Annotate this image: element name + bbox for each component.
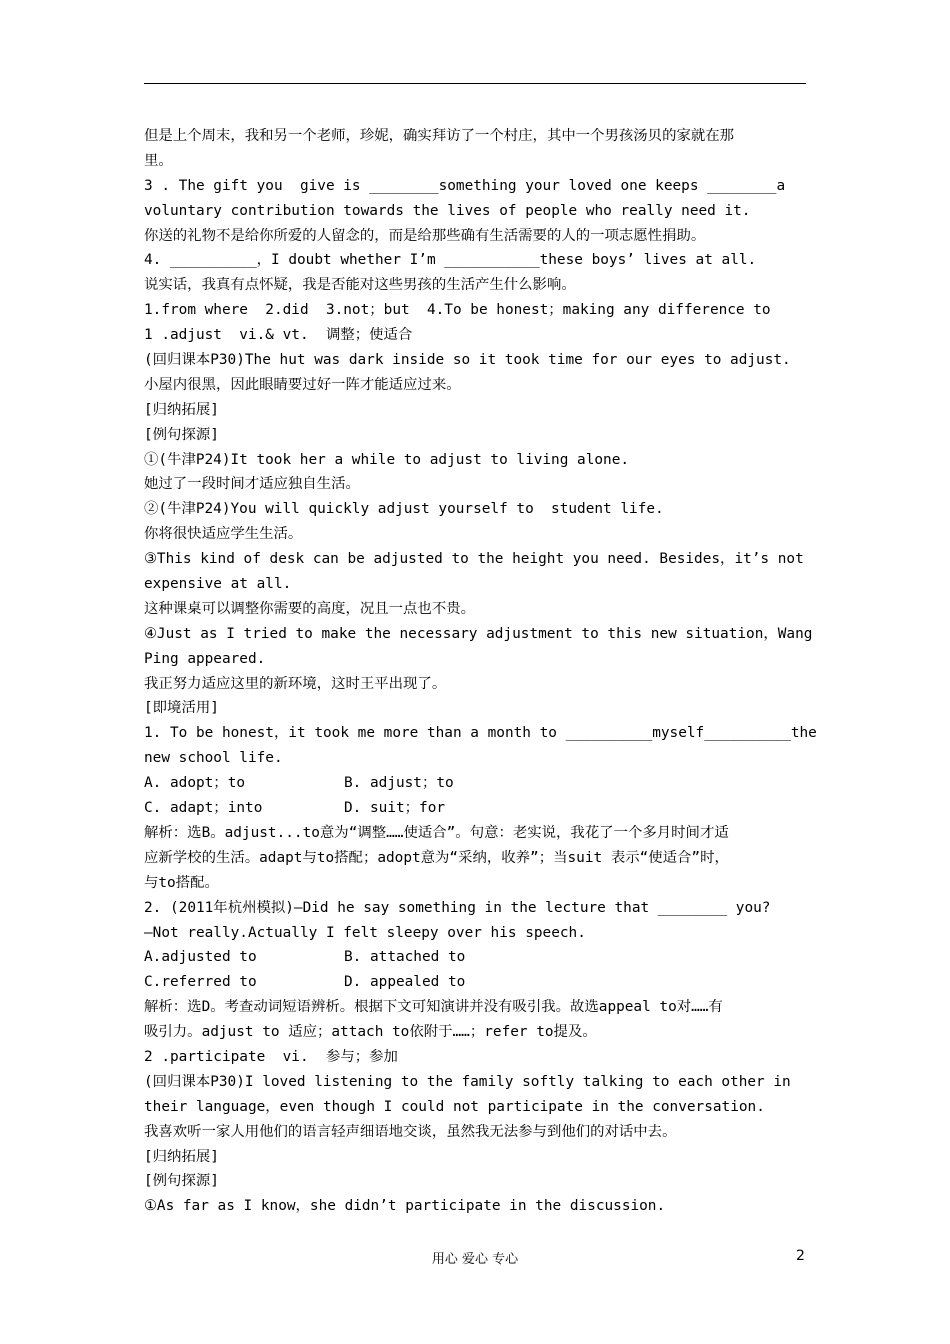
text-line: ③This kind of desk can be adjusted to the height you need. Besides，it’s not	[144, 551, 804, 568]
option-d: D. suit；for	[344, 800, 446, 817]
question-line: 2. (2011年杭州模拟)—Did he say something in the lecture that ________ you?	[144, 899, 771, 916]
option-row	[144, 771, 806, 796]
option-b: B. adjust；to	[344, 775, 454, 792]
analysis-line: 吸引力。adjust to 适应；attach to依附于……；refer to提及。	[144, 1024, 597, 1041]
header-rule	[144, 83, 806, 84]
option-row	[144, 970, 806, 995]
option-a: A.adjusted to	[144, 949, 257, 966]
text-line: ②(牛津P24)You will quickly adjust yourself to student life.	[144, 501, 664, 518]
analysis-line: 解析：选D。考查动词短语辨析。根据下文可知演讲并没有吸引我。故选appeal to对……有	[144, 999, 723, 1016]
question-line: new school life.	[144, 750, 283, 767]
section-label: [即境活用]	[144, 700, 219, 717]
option-a: A. adopt；to	[144, 775, 246, 792]
text-line: 小屋内很黑，因此眼睛要过好一阵才能适应过来。	[144, 376, 461, 393]
text-line: 你将很快适应学生生活。	[144, 526, 303, 543]
option-c: C. adapt；into	[144, 800, 263, 817]
option-b: B. attached to	[344, 949, 466, 966]
text-line: ①As far as I know，she didn’t participate in the discussion.	[144, 1198, 666, 1215]
text-line: voluntary contribution towards the lives of people who really need it.	[144, 202, 751, 219]
text-line: 我喜欢听一家人用他们的语言轻声细语地交谈，虽然我无法参与到他们的对话中去。	[144, 1123, 677, 1140]
text-line: 3 . The gift you give is ________something your loved one keeps ________a	[144, 177, 786, 194]
text-line: 但是上个周末，我和另一个老师，珍妮，确实拜访了一个村庄，其中一个男孩汤贝的家就在那	[144, 128, 735, 144]
document-body	[144, 124, 817, 1219]
analysis-line: 解析：选B。adjust...to意为“调整……使适合”。句意：老实说，我花了一个多月时间才适	[144, 824, 729, 841]
text-line: ①(牛津P24)It took her a while to adjust to living alone.	[144, 451, 630, 468]
option-row	[144, 945, 806, 970]
text-line: 说实话，我真有点怀疑，我是否能对这些男孩的生活产生什么影响。	[144, 277, 576, 294]
text-line: (回归课本P30)The hut was dark inside so it took time for our eyes to adjust.	[144, 352, 791, 369]
section-label: [归纳拓展]	[144, 401, 219, 418]
option-c: C.referred to	[144, 974, 257, 991]
text-line: 这种课桌可以调整你需要的高度，况且一点也不贵。	[144, 600, 475, 617]
vocab-heading-participate: 2 .participate vi. 参与；参加	[144, 1048, 398, 1065]
page-number: 2	[796, 1248, 805, 1264]
section-label: [例句探源]	[144, 1173, 219, 1190]
question-line: 1. To be honest，it took me more than a month to __________myself__________the	[144, 725, 817, 742]
text-line: 我正努力适应这里的新环境，这时王平出现了。	[144, 675, 447, 692]
text-line: 你送的礼物不是给你所爱的人留念的，而是给那些确有生活需要的人的一项志愿性捐助。	[144, 227, 706, 244]
section-label: [归纳拓展]	[144, 1148, 219, 1165]
footer-motto: 用心 爱心 专心	[431, 1252, 519, 1267]
answer-key-line: 1.from where 2.did 3.not；but 4.To be honest；making any difference to	[144, 302, 771, 319]
analysis-line: 与to搭配。	[144, 874, 219, 891]
text-line: ④Just as I tried to make the necessary adjustment to this new situation，Wang	[144, 625, 813, 642]
question-line: —Not really.Actually I felt sleepy over his speech.	[144, 924, 586, 941]
option-d: D. appealed to	[344, 974, 466, 991]
option-row	[144, 796, 806, 821]
text-line: their language，even though I could not participate in the conversation.	[144, 1098, 765, 1115]
text-line: 4. __________，I doubt whether I’m ___________these boys’ lives at all.	[144, 252, 757, 269]
analysis-line: 应新学校的生活。adapt与to搭配；adopt意为“采纳，收养”；当suit 表示“使适合”时，	[144, 849, 729, 866]
text-line: expensive at all.	[144, 576, 292, 593]
text-line: Ping appeared.	[144, 650, 266, 667]
text-line: 她过了一段时间才适应独自生活。	[144, 476, 360, 493]
section-label: [例句探源]	[144, 426, 219, 443]
text-line: 里。	[144, 152, 173, 169]
vocab-heading-adjust: 1 .adjust vi.& vt. 调整；使适合	[144, 327, 413, 344]
text-line: (回归课本P30)I loved listening to the family softly talking to each other in	[144, 1073, 791, 1090]
